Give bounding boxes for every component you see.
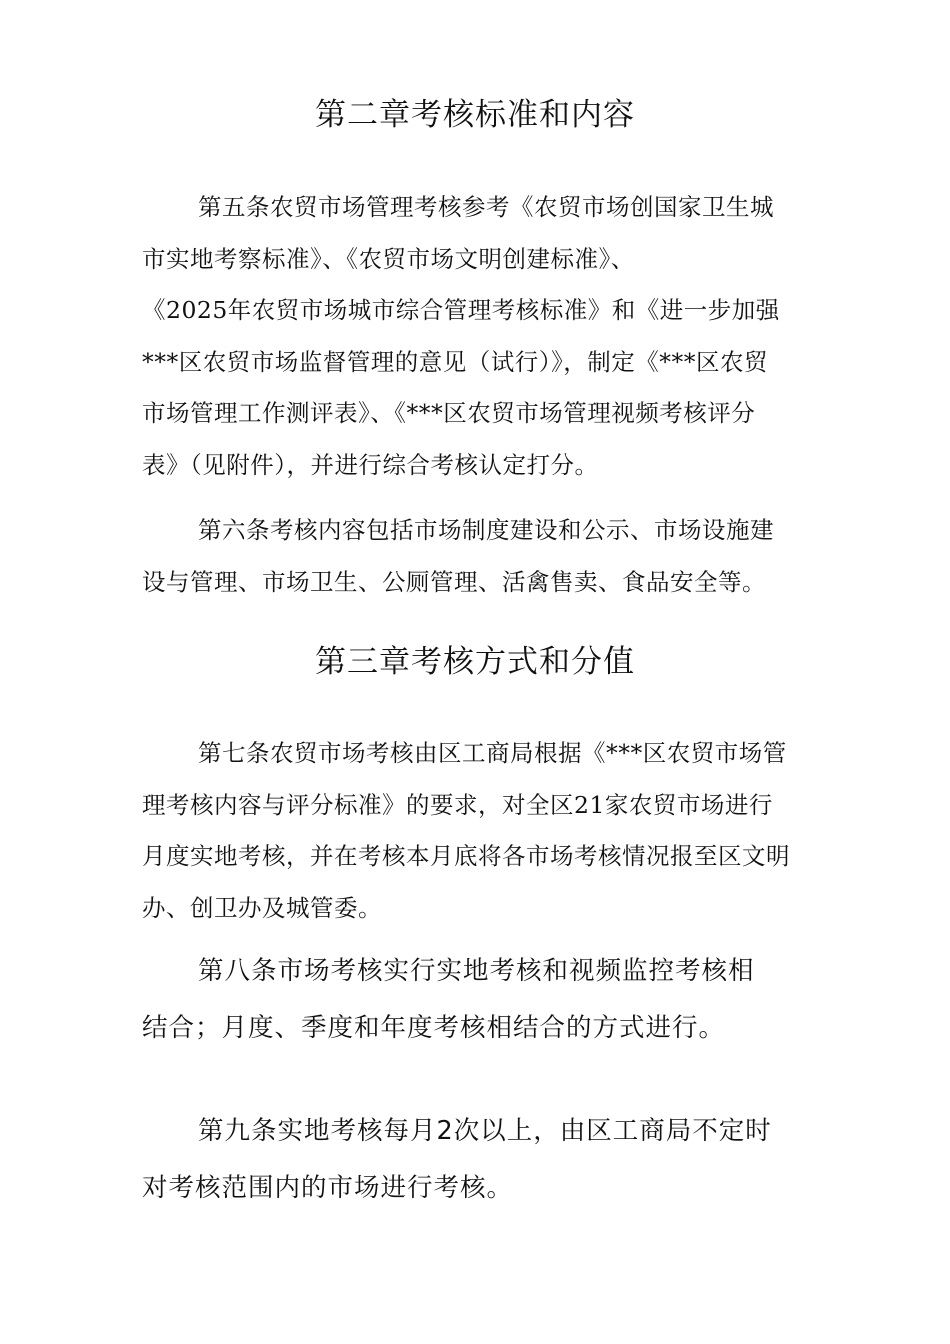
article-9-line: 第九条实地考核每月2次以上，由区工商局不定时 [198, 1116, 772, 1146]
chapter-3-title: 第三章考核方式和分值 [315, 644, 635, 680]
article-9-line: 对考核范围内的市场进行考核。 [142, 1173, 514, 1203]
article-7-paragraph [142, 728, 810, 934]
chapter-2-title: 第二章考核标准和内容 [315, 97, 635, 133]
article-8-paragraph [142, 943, 810, 1057]
article-5-line: 市场管理工作测评表》、《***区农贸市场管理视频考核评分 [142, 399, 756, 427]
article-5-line: 《2025年农贸市场城市综合管理考核标准》和《进一步加强 [142, 296, 780, 324]
article-9-paragraph [142, 1103, 810, 1217]
article-5-line: 第五条农贸市场管理考核参考《农贸市场创国家卫生城 [198, 193, 774, 221]
article-5-line: 市实地考察标准》、《农贸市场文明创建标准》、 [142, 244, 635, 273]
article-7-line: 办、创卫办及城管委。 [142, 893, 382, 922]
article-7-line: 月度实地考核，并在考核本月底将各市场考核情况报至区文明 [142, 842, 790, 870]
article-7-line: 第七条农贸市场考核由区工商局根据《***区农贸市场管 [198, 739, 787, 767]
article-6-line: 设与管理、市场卫生、公厕管理、活禽售卖、食品安全等。 [142, 567, 766, 596]
article-5-paragraph [142, 182, 810, 491]
article-8-line: 第八条市场考核实行实地考核和视频监控考核相 [198, 956, 755, 986]
article-7-line: 理考核内容与评分标准》的要求，对全区21家农贸市场进行 [142, 790, 773, 819]
article-6-paragraph [142, 505, 810, 608]
article-5-line: ***区农贸市场监督管理的意见（试行）》，制定《***区农贸 [142, 347, 768, 376]
article-8-line: 结合；月度、季度和年度考核相结合的方式进行。 [142, 1013, 726, 1043]
article-5-line: 表》（见附件），并进行综合考核认定打分。 [142, 450, 599, 479]
article-6-line: 第六条考核内容包括市场制度建设和公示、市场设施建 [198, 516, 774, 544]
